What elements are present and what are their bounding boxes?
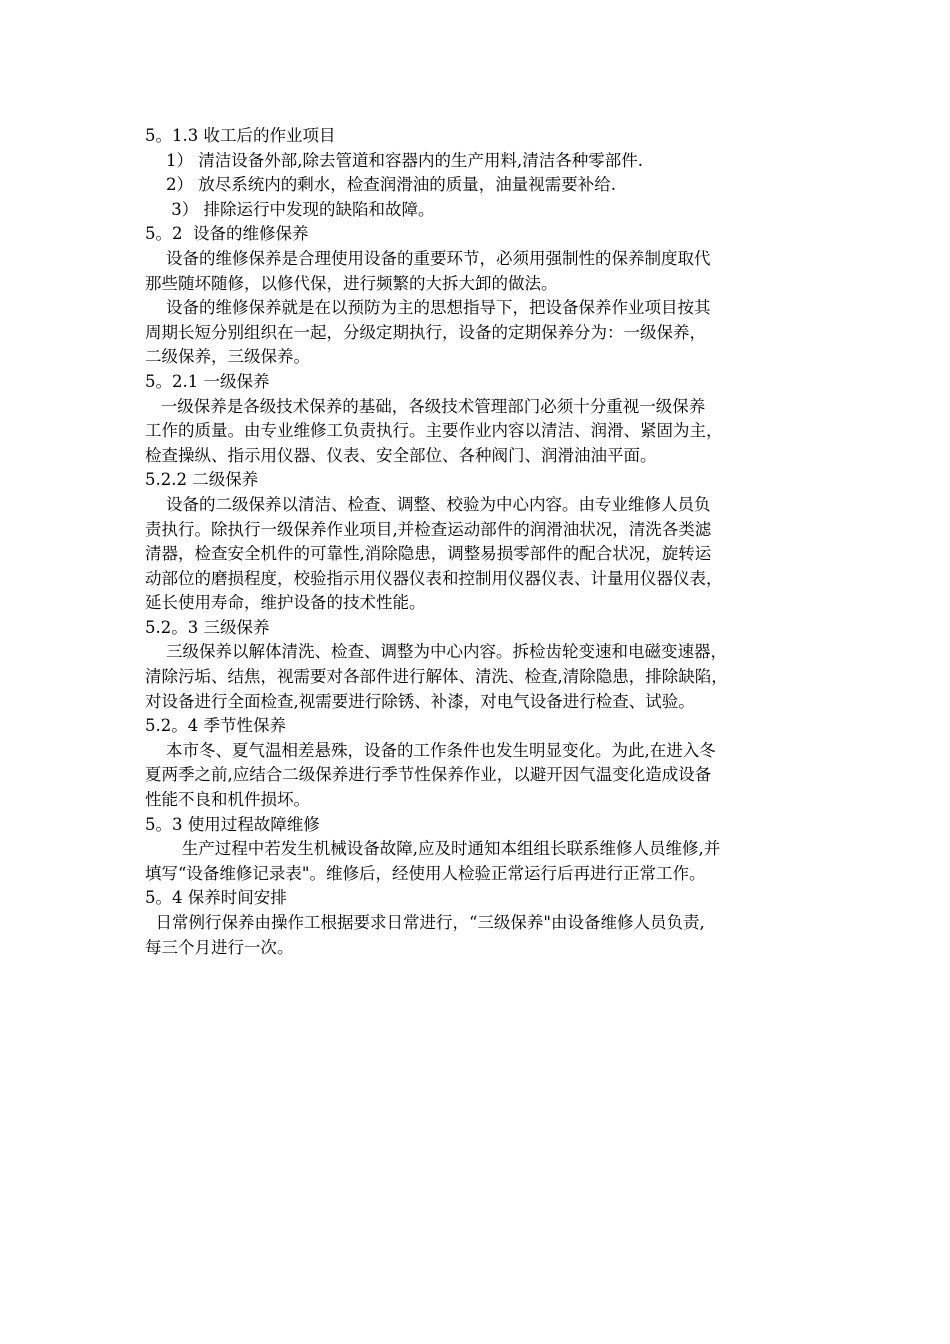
paragraph-line: 性能不良和机件损坏。	[145, 790, 310, 810]
paragraph-line: 夏两季之前,应结合二级保养进行季节性保养作业，以避开因气温变化造成设备	[145, 765, 712, 785]
heading-5-2-2: 5.2.2 二级保养	[145, 470, 259, 490]
paragraph-line: 生产过程中若发生机械设备故障,应及时通知本组组长联系维修人员维修,并	[145, 839, 721, 859]
heading-5-3: 5。3 使用过程故障维修	[145, 814, 320, 834]
paragraph-line: 周期长短分别组织在一起，分级定期执行，设备的定期保养分为：一级保养，	[145, 322, 706, 342]
paragraph-line: 对设备进行全面检查,视需要进行除锈、补漆，对电气设备进行检查、试验。	[145, 691, 695, 711]
paragraph-line: 三级保养以解体清洗、检查、调整为中心内容。拆检齿轮变速和电磁变速器，	[145, 642, 727, 662]
paragraph-line: 清除污垢、结焦，视需要对各部件进行解体、清洗、检查,清除隐患，排除缺陷，	[145, 667, 728, 687]
paragraph-line: 那些随坏随修，以修代保，进行频繁的大拆大卸的做法。	[145, 273, 558, 293]
paragraph-line: 一级保养是各级技术保养的基础，各级技术管理部门必须十分重视一级保养	[145, 396, 706, 416]
heading-5-4: 5。4 保养时间安排	[145, 888, 287, 908]
heading-5-2-1: 5。2.1 一级保养	[145, 371, 270, 391]
paragraph-line: 延长使用寿命，维护设备的技术性能。	[145, 593, 426, 613]
document-body	[145, 124, 825, 960]
list-item: 2） 放尽系统内的剩水，检查润滑油的质量，油量视需要补给.	[145, 175, 616, 195]
paragraph-line: 设备的二级保养以清洁、检查、调整、校验为中心内容。由专业维修人员负	[145, 494, 711, 514]
heading-5-2-4: 5.2。4 季节性保养	[145, 716, 286, 736]
heading-5-2-3: 5.2。3 三级保养	[145, 617, 270, 637]
paragraph-line: 责执行。除执行一级保养作业项目,并检查运动部件的润滑油状况，清洗各类滤	[145, 519, 712, 539]
list-item: 3） 排除运行中发现的缺陷和故障。	[145, 199, 435, 219]
list-item: 1） 清洁设备外部,除去管道和容器内的生产用料,清洁各种零部件.	[145, 150, 643, 170]
heading-5-1-3: 5。1.3 收工后的作业项目	[145, 126, 336, 145]
paragraph-line: 填写“设备维修记录表"。维修后，经使用人检验正常运行后再进行正常工作。	[145, 863, 706, 883]
paragraph-line: 工作的质量。由专业维修工负责执行。主要作业内容以清洁、润滑、紧固为主，	[145, 421, 723, 441]
paragraph-line: 本市冬、夏气温相差悬殊，设备的工作条件也发生明显变化。为此,在进入冬	[145, 740, 716, 760]
paragraph-line: 日常例行保养由操作工根据要求日常进行，“三级保养"由设备维修人员负责,	[145, 913, 705, 932]
paragraph-line: 设备的维修保养是合理使用设备的重要环节，必须用强制性的保养制度取代	[145, 248, 711, 268]
paragraph-line: 检查操纵、指示用仪器、仪表、安全部位、各种阀门、润滑油油平面。	[145, 445, 657, 465]
heading-5-2: 5。2 设备的维修保养	[145, 224, 309, 244]
paragraph-line: 动部位的磨损程度，校验指示用仪器仪表和控制用仪器仪表、计量用仪器仪表，	[145, 568, 723, 588]
paragraph-line: 二级保养，三级保养。	[145, 347, 310, 367]
paragraph-line: 清器，检查安全机件的可靠性,消除隐患，调整易损零部件的配合状况，旋转运	[145, 544, 712, 564]
paragraph-line: 设备的维修保养就是在以预防为主的思想指导下，把设备保养作业项目按其	[145, 298, 711, 318]
paragraph-line: 每三个月进行一次。	[145, 937, 294, 957]
